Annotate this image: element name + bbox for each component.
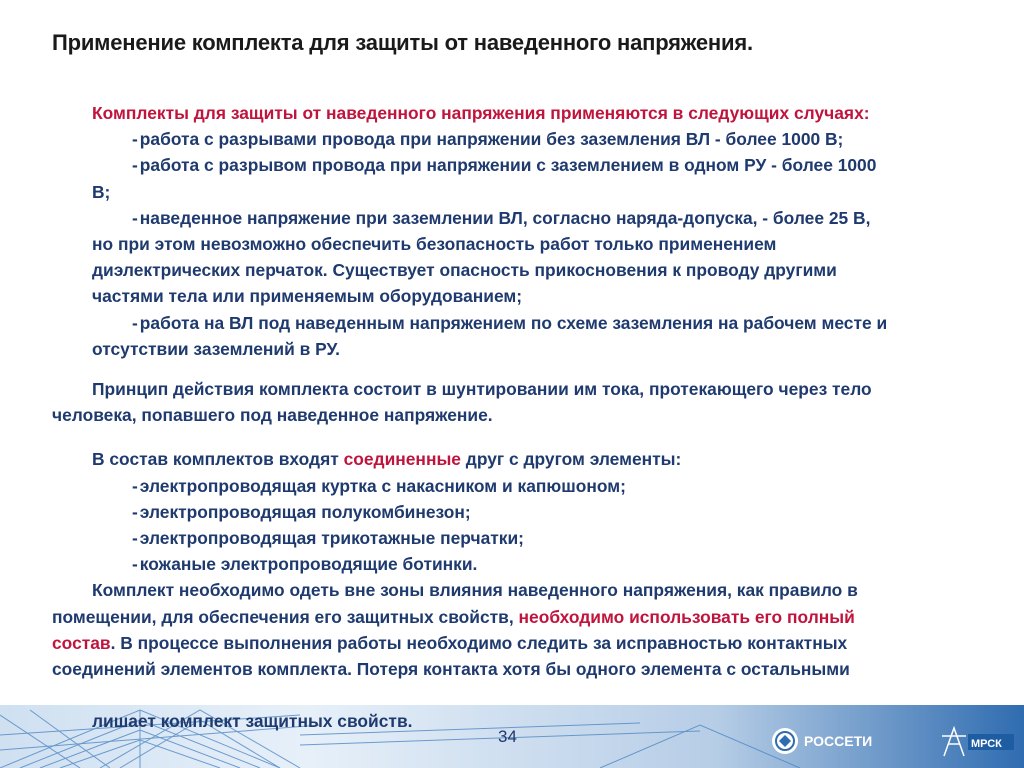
list-item: - электропроводящая трикотажные перчатки; [132,528,524,549]
dash-icon: - [132,528,138,549]
rosseti-logo-text: РОССЕТИ [804,733,873,749]
dash-icon: - [132,554,138,575]
mrsk-logo [938,722,1018,762]
dash-icon: - [132,501,138,522]
slide-body [52,100,997,682]
section3-para-line2: помещении, для обеспечения его защитных свойств, необходимо использовать его полный [52,606,855,627]
list-item: - кожаные электропроводящие ботинки. [132,554,478,575]
slide-title: Применение комплекта для защиты от наведенного напряжения. [52,30,753,55]
list-item-continuation: В; [92,181,111,202]
section3-para-line5: лишает комплект защитных свойств. [92,711,413,731]
mrsk-logo-text: МРСК [971,738,1002,750]
list-item: - работа с разрывами провода при напряжении без заземления ВЛ - более 1000 В; [132,129,844,150]
list-item: - электропроводящая полукомбинезон; [132,501,471,522]
list-item-continuation: диэлектрических перчаток. Существует опасность прикосновения к проводу другими [92,260,837,281]
section2-line1: Принцип действия комплекта состоит в шунтировании им тока, протекающего через тело [92,379,872,400]
dash-icon: - [132,155,138,176]
list-item: - работа с разрывом провода при напряжении с заземлением в одном РУ - более 1000 [132,155,877,176]
dash-icon: - [132,129,138,150]
rosseti-emblem-icon [772,728,798,754]
rosseti-logo [772,728,872,754]
dash-icon: - [132,475,138,496]
section3-para-line4: соединений элементов комплекта. Потеря контакта хотя бы одного элемента с остальными [52,659,850,680]
section2-line2: человека, попавшего под наведенное напряжение. [52,405,493,426]
list-item: - работа на ВЛ под наведенным напряжением по схеме заземления на рабочем месте и [132,312,888,333]
section3-intro: В состав комплектов входят соединенные друг с другом элементы: [92,449,682,470]
list-item-continuation: частями тела или применяемым оборудованием; [92,286,523,307]
list-item: - электропроводящая куртка с накасником и капюшоном; [132,475,626,496]
dash-icon: - [132,207,138,228]
section3-para-line1: Комплект необходимо одеть вне зоны влияния наведенного напряжения, как правило в [92,580,858,601]
section3-para-line3: состав. В процессе выполнения работы необходимо следить за исправностью контактных [52,632,848,653]
list-item-continuation: но при этом невозможно обеспечить безопасность работ только применением [92,234,777,255]
list-item: - наведенное напряжение при заземлении ВЛ, согласно наряда-допуска, - более 25 В, [132,207,871,228]
section1-intro: Комплекты для защиты от наведенного напряжения применяются в следующих случаях: [92,103,870,123]
list-item-continuation: отсутствии заземлений в РУ. [92,338,341,359]
dash-icon: - [132,312,138,333]
page-number: 34 [498,727,517,746]
